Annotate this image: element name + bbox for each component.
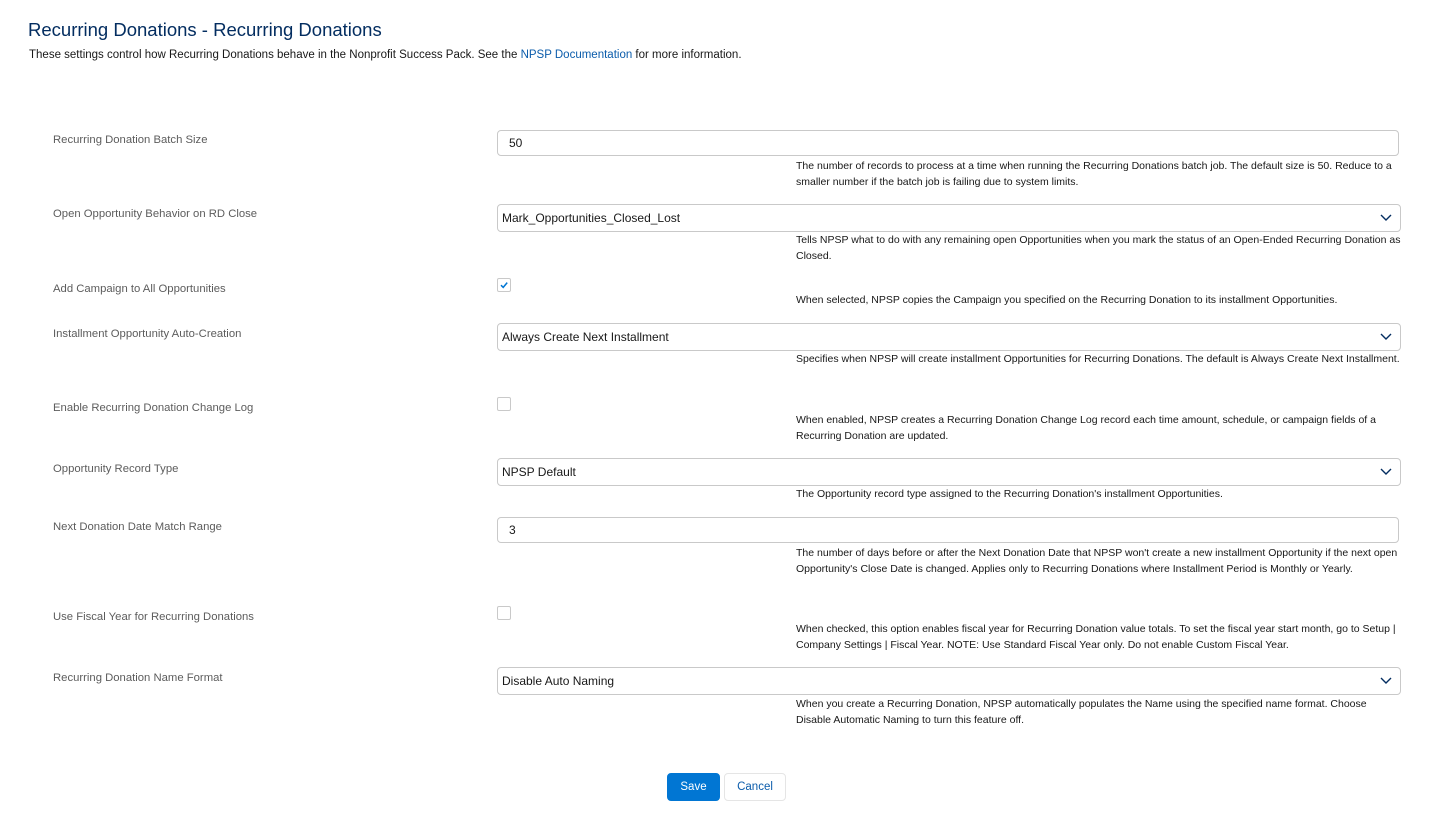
fiscal-year-checkbox[interactable] [497, 606, 511, 620]
record-type-select[interactable] [497, 458, 1401, 486]
help-change-log: When enabled, NPSP creates a Recurring Donation Change Log record each time amount, schedule, or campaign fields of a Recurring Donation are updated. [796, 414, 1376, 442]
check-icon [499, 280, 509, 290]
match-range-input[interactable]: 3 [497, 517, 1399, 543]
help-name-format: When you create a Recurring Donation, NPSP automatically populates the Name using the specified name format. Choose Disable Automatic Naming to turn this feature off. [796, 698, 1367, 726]
open-opp-behavior-select[interactable] [497, 204, 1401, 232]
intro-text [29, 49, 742, 61]
open-opp-behavior-value: Mark_Opportunities_Closed_Lost [502, 211, 681, 225]
chevron-down-icon [1380, 332, 1392, 342]
chevron-down-icon [1380, 213, 1392, 223]
help-match-range: The number of days before or after the Next Donation Date that NPSP won't create a new installment Opportunity if the next open Opportunity's Close Date is changed. Applies only to Recurring Donations where Installment Period is Monthly or Yearly. [796, 547, 1398, 575]
label-name-format: Recurring Donation Name Format [53, 672, 223, 684]
label-match-range: Next Donation Date Match Range [53, 521, 222, 533]
cancel-button[interactable]: Cancel [724, 773, 786, 801]
help-fiscal-year: When checked, this option enables fiscal year for Recurring Donation value totals. To set the fiscal year start month, go to Setup | Company Settings | Fiscal Year. NOTE: Use Standard Fiscal Year only. Do not enable Custom Fiscal Year. [796, 623, 1396, 651]
help-record-type: The Opportunity record type assigned to the Recurring Donation's installment Opportunities. [796, 488, 1223, 500]
intro-before: These settings control how Recurring Donations behave in the Nonprofit Success Pack. See the [29, 49, 521, 61]
chevron-down-icon [1380, 676, 1392, 686]
name-format-select[interactable] [497, 667, 1401, 695]
label-change-log: Enable Recurring Donation Change Log [53, 402, 254, 414]
label-open-opp-behavior: Open Opportunity Behavior on RD Close [53, 208, 258, 220]
name-format-value: Disable Auto Naming [502, 674, 615, 688]
help-add-campaign: When selected, NPSP copies the Campaign you specified on the Recurring Donation to its installment Opportunities. [796, 294, 1338, 306]
add-campaign-checkbox[interactable] [497, 278, 511, 292]
record-type-value: NPSP Default [502, 465, 576, 479]
npsp-documentation-link[interactable]: NPSP Documentation [520, 49, 633, 61]
page-title: Recurring Donations - Recurring Donations [28, 19, 382, 40]
auto-creation-select[interactable] [497, 323, 1401, 351]
help-batch-size: The number of records to process at a time when running the Recurring Donations batch job. The default size is 50. Reduce to a smaller number if the batch job is failing due to system limits. [796, 160, 1392, 188]
auto-creation-value: Always Create Next Installment [502, 330, 669, 344]
label-record-type: Opportunity Record Type [53, 463, 179, 475]
help-auto-creation: Specifies when NPSP will create installment Opportunities for Recurring Donations. The default is Always Create Next Installment. [796, 353, 1400, 365]
change-log-checkbox[interactable] [497, 397, 511, 411]
label-auto-creation: Installment Opportunity Auto-Creation [53, 328, 242, 340]
chevron-down-icon [1380, 467, 1392, 477]
label-batch-size: Recurring Donation Batch Size [53, 134, 208, 146]
intro-after: for more information. [632, 49, 742, 61]
label-add-campaign: Add Campaign to All Opportunities [53, 283, 226, 295]
help-open-opp-behavior: Tells NPSP what to do with any remaining open Opportunities when you mark the status of an Open-Ended Recurring Donation as Closed. [796, 234, 1401, 262]
label-fiscal-year: Use Fiscal Year for Recurring Donations [53, 611, 254, 623]
save-button[interactable]: Save [667, 773, 720, 801]
batch-size-input[interactable]: 50 [497, 130, 1399, 156]
